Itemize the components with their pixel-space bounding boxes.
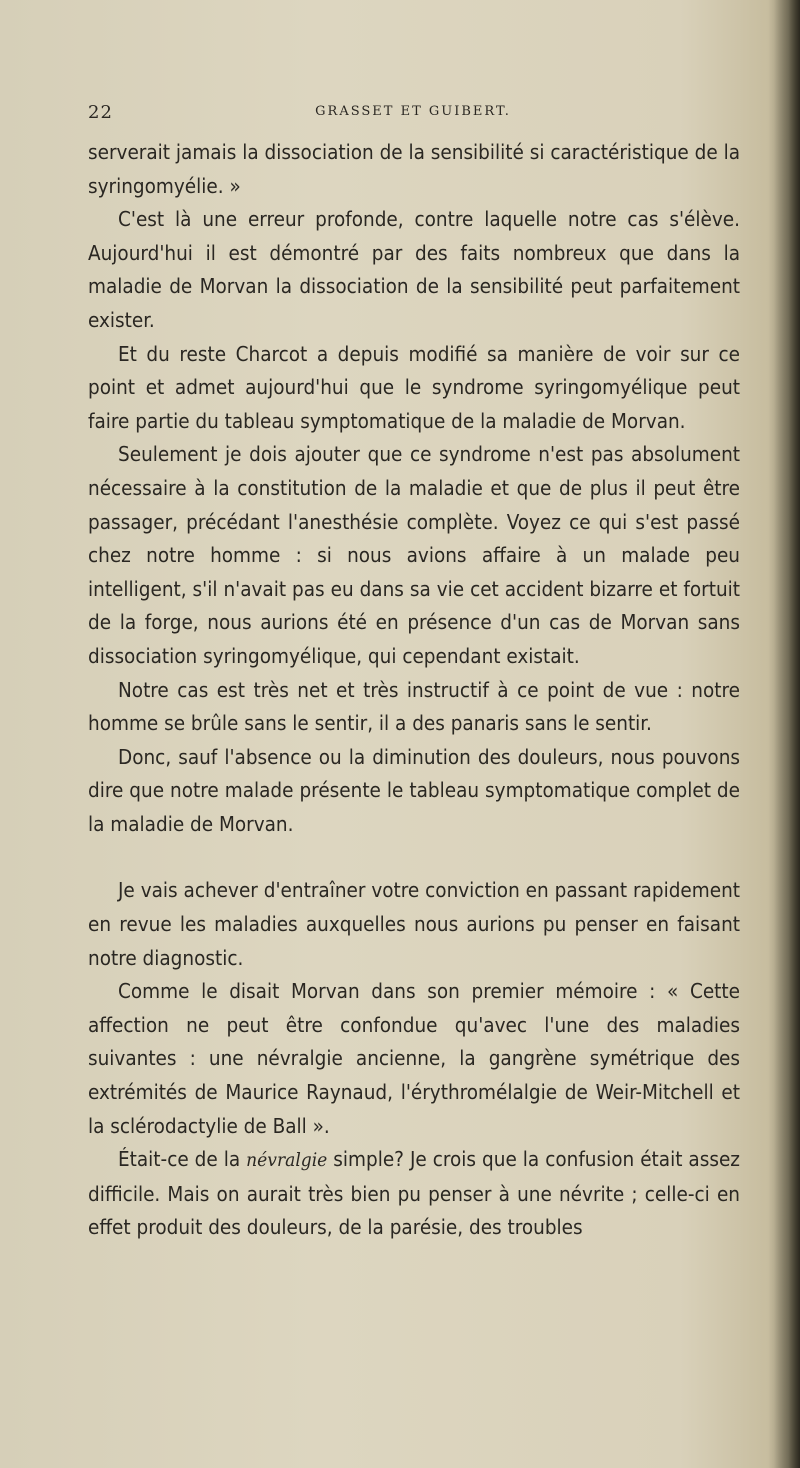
binding-edge-shadow	[774, 0, 800, 1468]
paragraph: Comme le disait Morvan dans son premier mémoire : « Cette affection ne peut être confondue qu'avec l'une des maladies suivantes : une névralgie ancienne, la gangrène symétrique des extrémités de Maurice Raynaud, l'érythromélalgie de Weir-Mitchell et la sclérodactylie de Ball ».	[88, 979, 740, 1138]
paragraph: Et du reste Charcot a depuis modifié sa manière de voir sur ce point et admet aujourd'hui que le syndrome syringomyélique peut faire partie du tableau symptomatique de la maladie de Morvan.	[88, 341, 740, 433]
paragraph: Seulement je dois ajouter que ce syndrome n'est pas absolument nécessaire à la constitution de la maladie et que de plus il peut être passager, précédant l'anesthésie complète. Voyez ce qui s'est passé chez notre homme : si nous avions affaire à un malade peu intelligent, s'il n'avait pas eu dans sa vie cet accident bizarre et fortuit de la forge, nous aurions été en présence d'un cas de Morvan sans dissociation syringomyélique, qui cependant existait.	[88, 442, 740, 668]
body-text	[88, 136, 740, 1245]
paragraph-last	[88, 1143, 740, 1245]
paragraph-text: Était-ce de la	[118, 1147, 247, 1172]
paragraph: serverait jamais la dissociation de la sensibilité si caractéristique de la syringomyélie. »	[88, 140, 740, 198]
emphasized-word: névralgie	[246, 1149, 328, 1172]
paragraph: Notre cas est très net et très instructif à ce point de vue : notre homme se brûle sans le sentir, il a des panaris sans le sentir.	[88, 677, 740, 736]
page-header	[88, 102, 738, 126]
paragraph: Donc, sauf l'absence ou la diminution des douleurs, nous pouvons dire que notre malade présente le tableau symptomatique complet de la maladie de Morvan.	[88, 744, 740, 836]
running-head: GRASSET ET GUIBERT.	[315, 104, 511, 119]
paragraph-text: simple? Je crois que la confusion était assez difficile. Mais on aurait très bien pu penser à une névrite ; celle-ci en effet produit des douleurs, de la parésie, des troubles	[88, 1147, 740, 1240]
page-number: 22	[88, 102, 113, 123]
paragraph: C'est là une erreur profonde, contre laquelle notre cas s'élève. Aujourd'hui il est démontré par des faits nombreux que dans la maladie de Morvan la dissociation de la sensibilité peut parfaitement exister.	[88, 207, 740, 332]
paragraph: Je vais achever d'entraîner votre conviction en passant rapidement en revue les maladies auxquelles nous aurions pu penser en faisant notre diagnostic.	[88, 878, 740, 970]
